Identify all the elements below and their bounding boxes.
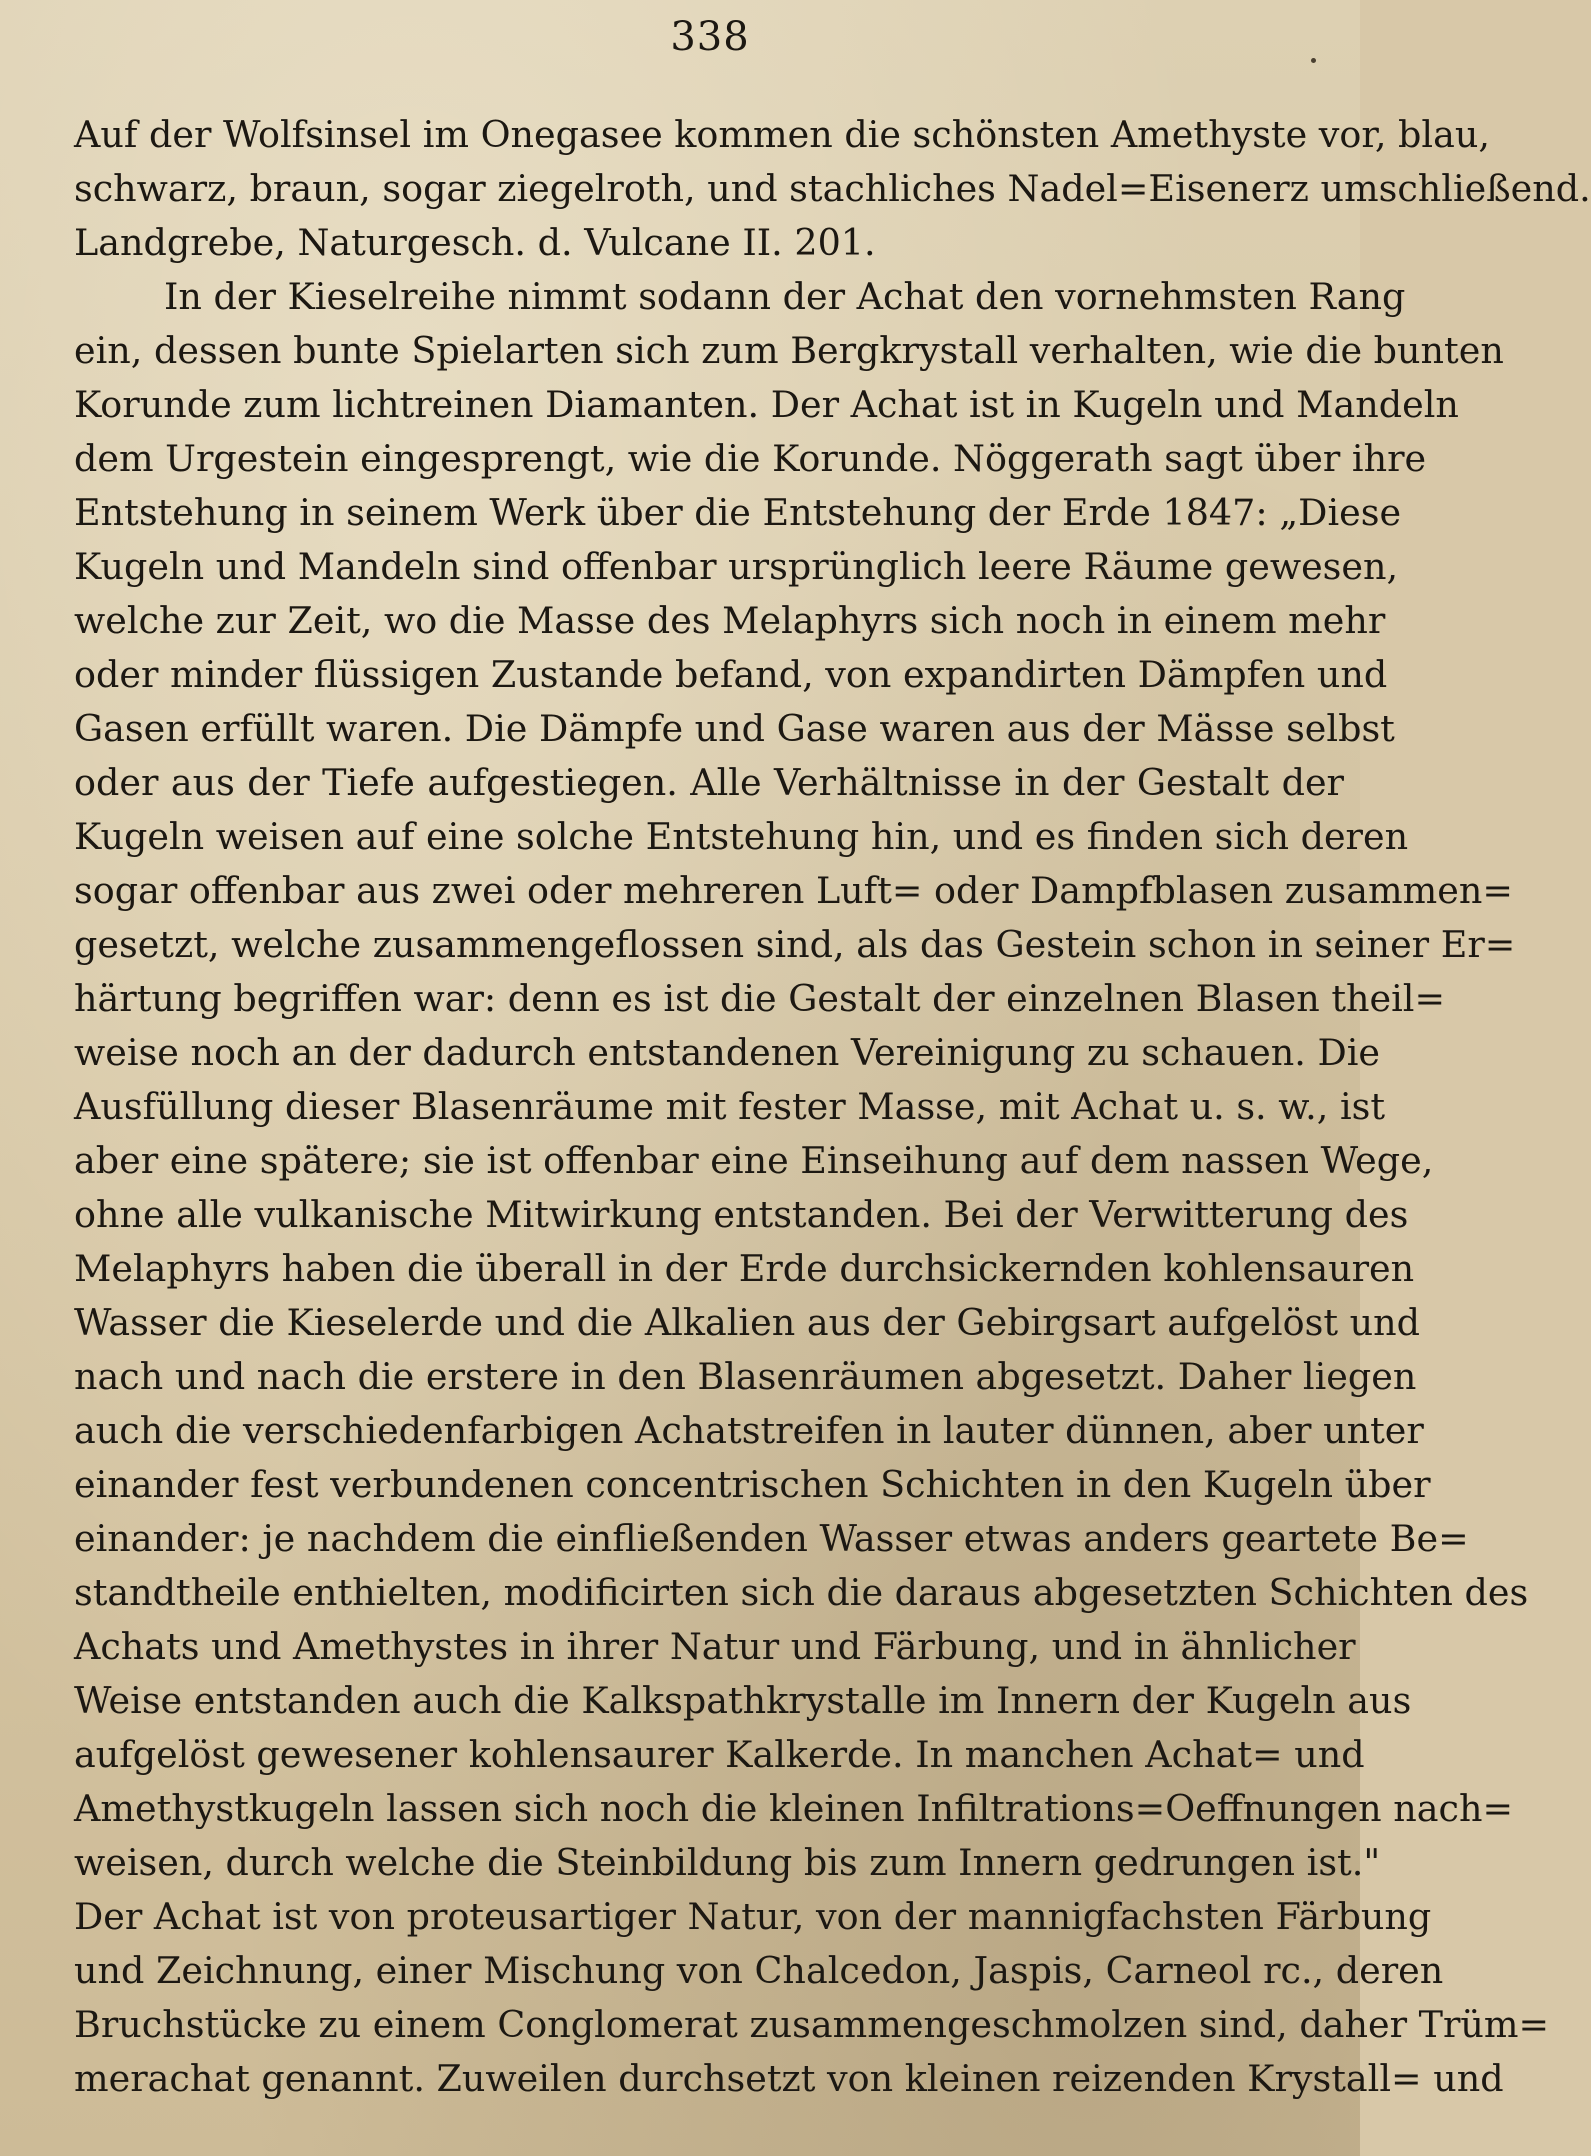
text-line: Entstehung in seinem Werk über die Entstehung der Erde 1847: „Diese [74,491,1402,534]
text-line: Kugeln und Mandeln sind offenbar ursprünglich leere Räume gewesen, [74,545,1399,588]
text-line: sogar offenbar aus zwei oder mehreren Luft= oder Dampfblasen zusammen= [74,869,1513,912]
page-number: 338 [670,14,750,60]
text-line: oder minder flüssigen Zustande befand, von expandirten Dämpfen und [74,653,1388,696]
text-line: standtheile enthielten, modificirten sich die daraus abgesetzten Schichten des [74,1571,1529,1614]
paragraph-start-line: In der Kieselreihe nimmt sodann der Achat den vornehmsten Rang [164,275,1406,318]
text-line: aufgelöst gewesener kohlensaurer Kalkerde. In manchen Achat= und [74,1733,1365,1776]
text-line: weise noch an der dadurch entstandenen Vereinigung zu schauen. Die [74,1031,1380,1074]
text-line: Landgrebe, Naturgesch. d. Vulcane II. 201. [74,221,876,264]
text-line: nach und nach die erstere in den Blasenräumen abgesetzt. Daher liegen [74,1355,1417,1398]
text-line: gesetzt, welche zusammengeflossen sind, als das Gestein schon in seiner Er= [74,923,1516,966]
text-line: weisen, durch welche die Steinbildung bis zum Innern gedrungen ist." [74,1841,1381,1884]
text-line: welche zur Zeit, wo die Masse des Melaphyrs sich noch in einem mehr [74,599,1386,642]
text-line: einander: je nachdem die einfließenden Wasser etwas anders geartete Be= [74,1517,1469,1560]
ink-speck [1311,58,1316,63]
text-line: Amethystkugeln lassen sich noch die kleinen Infiltrations=Oeffnungen nach= [74,1787,1514,1830]
text-line: Auf der Wolfsinsel im Onegasee kommen die schönsten Amethyste vor, blau, [74,113,1490,156]
text-line: ohne alle vulkanische Mitwirkung entstanden. Bei der Verwitterung des [74,1193,1409,1236]
text-line: oder aus der Tiefe aufgestiegen. Alle Verhältnisse in der Gestalt der [74,761,1344,804]
text-line: Ausfüllung dieser Blasenräume mit fester Masse, mit Achat u. s. w., ist [74,1085,1386,1128]
text-line: Gasen erfüllt waren. Die Dämpfe und Gase waren aus der Mässe selbst [74,707,1395,750]
text-line: schwarz, braun, sogar ziegelroth, und stachliches Nadel=Eisenerz umschließend. [74,167,1591,210]
text-line: dem Urgestein eingesprengt, wie die Korunde. Nöggerath sagt über ihre [74,437,1427,480]
text-line: Melaphyrs haben die überall in der Erde durchsickernden kohlensauren [74,1247,1415,1290]
text-line: Achats und Amethystes in ihrer Natur und Färbung, und in ähnlicher [74,1625,1356,1668]
text-line: Kugeln weisen auf eine solche Entstehung hin, und es finden sich deren [74,815,1409,858]
text-line: auch die verschiedenfarbigen Achatstreifen in lauter dünnen, aber unter [74,1409,1424,1452]
text-line: ein, dessen bunte Spielarten sich zum Bergkrystall verhalten, wie die bunten [74,329,1504,372]
body-text [74,108,1591,2106]
text-line: Korunde zum lichtreinen Diamanten. Der Achat ist in Kugeln und Mandeln [74,383,1459,426]
text-line: härtung begriffen war: denn es ist die Gestalt der einzelnen Blasen theil= [74,977,1446,1020]
text-line: aber eine spätere; sie ist offenbar eine Einseihung auf dem nassen Wege, [74,1139,1434,1182]
text-line: Der Achat ist von proteusartiger Natur, von der mannigfachsten Färbung [74,1895,1432,1938]
text-line: Weise entstanden auch die Kalkspathkrystalle im Innern der Kugeln aus [74,1679,1412,1722]
text-line: Wasser die Kieselerde und die Alkalien aus der Gebirgsart aufgelöst und [74,1301,1421,1344]
text-line: einander fest verbundenen concentrischen Schichten in den Kugeln über [74,1463,1431,1506]
text-line: Bruchstücke zu einem Conglomerat zusammengeschmolzen sind, daher Trüm= [74,2003,1550,2046]
text-line: und Zeichnung, einer Mischung von Chalcedon, Jaspis, Carneol rc., deren [74,1949,1444,1992]
text-line: merachat genannt. Zuweilen durchsetzt von kleinen reizenden Krystall= und [74,2057,1504,2100]
